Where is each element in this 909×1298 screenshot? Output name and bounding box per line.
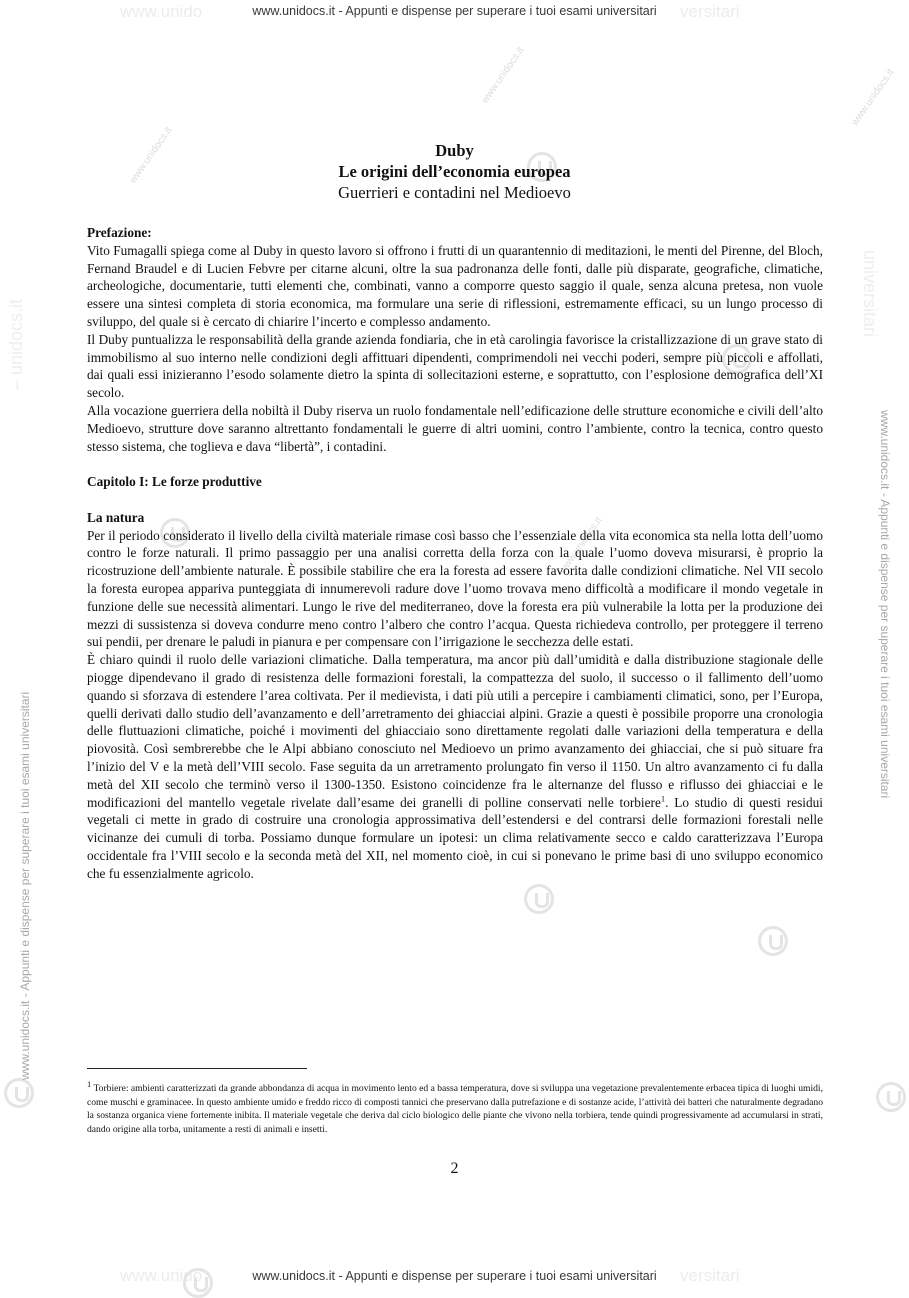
- faded-site-text: versitari: [680, 1266, 740, 1285]
- diagonal-watermark: www.unidocs.it: [127, 125, 175, 186]
- diagonal-watermark: www.unidocs.it: [557, 515, 605, 576]
- chapter-heading: Capitolo I: Le forze produttive: [87, 474, 262, 490]
- faded-site-text: www.unido: [120, 1266, 203, 1285]
- book-subtitle: Guerrieri e contadini nel Medioevo: [338, 183, 571, 202]
- footnote-number: 1: [87, 1078, 92, 1089]
- faded-site-text: www.unido: [120, 2, 203, 21]
- paragraph-text: Lo studio di questi residui vegetali ci mette in grado di costruire una cronologia approssimativa dell’estendersi e del contrarsi delle formazioni forestali nelle vicinanze dei cumuli di torba. Possiamo dunque formulare un ipotesi: un clima relativamente secco e caldo caratterizzava l’Europa occidentale fra l’VIII secolo e la seconda metà del XII, nel momento cioè, in cui si ponevano le prime basi di uno sviluppo economico che fu essenzialmente agricolo.: [87, 794, 823, 881]
- unidocs-logo-icon: [524, 884, 554, 914]
- faded-site-text: versitari: [680, 2, 740, 21]
- faded-side-text: – unidocs.it: [6, 298, 26, 390]
- unidocs-logo-icon: [876, 1082, 906, 1112]
- paragraph-text: È chiaro quindi il ruolo delle variazioni climatiche. Dalla temperatura, ma ancor più dall’umidità e dalla distribuzione stagionale delle piogge dipendevano il grado di resistenza delle formazioni forestali, la compattezza del suolo, il successo o il fallimento dell’uomo quando si sforzava di estendere l’area coltivata. Per il medievista, i dati più utili a percepire i cambiamenti climatici, sono, per l’Europa, quelli derivati dallo studio dell’avanzamento e dell’arretramento dei ghiacciai alpini. Grazie a questi è possibile proporre una cronologia delle fluttuazioni climatiche, poiché i movimenti del ghiacciaio sono direttamente regolati dalle variazioni della temperatura e della piovosità. Così sembrerebbe che le Alpi abbiano conosciuto nel Medioevo un primo avanzamento dei ghiacciai, che si può situare fra l’inizio del V e la metà dell’VIII secolo. Fase seguita da un arretramento prolungato fin verso il 1150. Un altro avanzamento ci fu dalla metà del XII secolo che terminò verso il 1300-1350. Esistono coincidenze fra le alternanze del flusso e riflusso dei ghiacciai e le modificazioni del mantello vegetale rivelate dall’esame dei granelli di polline conservati nelle torbiere: [87, 652, 823, 810]
- paragraph: È chiaro quindi il ruolo delle variazioni climatiche. Dalla temperatura, ma ancor più dall’umidità e dalla distribuzione stagionale delle piogge dipendevano il grado di resistenza delle formazioni forestali, la compattezza del suolo, il successo o il fallimento dell’uomo quando si sforzava di estendere l’area coltivata. Per il medievista, i dati più utili a percepire i cambiamenti climatici, sono, per l’Europa, quelli derivati dallo studio dell’avanzamento e dell’arretramento dei ghiacciai alpini. Grazie a questi è possibile proporre una cronologia delle fluttuazioni climatiche, poiché i movimenti del ghiacciaio sono direttamente regolati dalle variazioni della temperatura e della piovosità. Così sembrerebbe che le Alpi abbiano conosciuto nel Medioevo un primo avanzamento dei ghiacciai, che si può situare fra l’inizio del V e la metà dell’VIII secolo. Fase seguita da un arretramento prolungato fin verso il 1150. Un altro avanzamento ci fu dalla metà del XII secolo che terminò verso il 1300-1350. Esistono coincidenze fra le alternanze del flusso e riflusso dei ghiacciai e le modificazioni del mantello vegetale rivelate dall’esame dei granelli di polline conservati nelle torbiere$^1$. Lo studio di questi residui vegetali ci mette in grado di costruire una cronologia approssimativa dell’estendersi e del contrarsi delle formazioni forestali nelle vicinanze dei cumuli di torba. Possiamo dunque formulare un ipotesi: un clima relativamente secco e caldo caratterizzava l’Europa occidentale fra l’VIII secolo e la seconda metà del XII, nel momento cioè, in cui si ponevano le prime basi di uno sviluppo economico che fu essenzialmente agricolo.: [87, 652, 823, 881]
- diagonal-watermark: www.unidocs.it: [479, 45, 527, 106]
- left-side-watermark: www.unidocs.it - Appunti e dispense per superare i tuoi esami universitari: [18, 691, 32, 1080]
- paragraph: Il Duby puntualizza le responsabilità della grande azienda fondiaria, che in età carolingia favorisce la cristallizzazione di un grave stato di immobilismo al suo interno nelle condizioni degli affittuari dipendenti, comprimendoli nei vecchi poderi, sempre più piccoli e affollati, dai quali essi inizieranno l’esodo solamente dietro la spinta di sollecitazioni esterne, e soprattutto, con l’esplosione demografica dell’XI secolo.: [87, 331, 823, 401]
- paragraph: Vito Fumagalli spiega come al Duby in questo lavoro si offrono i frutti di un quarantennio di meditazioni, le menti del Pirenne, del Bloch, Fernand Braudel e di Lucien Febvre per citarne alcuni, oltre la sua padronanza delle fonti, dalle più disparate, geografiche, climatiche, archeologiche, documentarie, tutti elementi che, combinati, vanno a comporre questo saggio il quale, senza alcuna pretesa, non vuole essere una sintesi completa di storia economica, ma formulare una serie di riflessioni, estremamente efficaci, su un lungo processo di sviluppo, del quale si è cercato di chiarire l’incerto e complesso andamento.: [87, 242, 823, 329]
- unidocs-logo-icon: [4, 1078, 34, 1108]
- page-number: 2: [450, 1160, 459, 1177]
- faded-side-text: universitari: [860, 250, 880, 338]
- top-watermark-banner: www.unidocs.it - Appunti e dispense per superare i tuoi esami universitari: [252, 4, 657, 18]
- author-title: Duby: [435, 141, 474, 160]
- unidocs-logo-icon: [758, 926, 788, 956]
- footnote-reference[interactable]: 1: [660, 793, 666, 804]
- book-title: Le origini dell’economia europea: [338, 162, 571, 181]
- paragraph: Per il periodo considerato il livello della civiltà materiale rimase così basso che l’essenziale della vita economica sta nella lotta dell’uomo contro le forze naturali. Il primo passaggio per una analisi corretta della forza con la quale l’uomo doveva misurarsi, è proprio la ricostruzione dell’ambiente naturale. È possibile stabilire che era la foresta ad essere favorita dalle condizioni climatiche. Nel VII secolo la foresta europea appariva punteggiata di innumerevoli radure dove l’uomo trovava meno difficoltà a modificare il mondo vegetale in funzione delle sue necessità alimentari. Lungo le rive del mediterraneo, dove la foresta era più vulnerabile la lotta per la produzione dei mezzi di sussistenza si doveva condurre meno contro l’albero che contro l’acqua. Questa richiedeva controllo, per proteggere il terreno sui pendii, per drenare le paludi in pianura e per compensare con l’irrigazione le secchezza delle estati.: [87, 527, 823, 650]
- prefazione-heading: Prefazione:: [87, 225, 152, 240]
- paragraph: Alla vocazione guerriera della nobiltà il Duby riserva un ruolo fondamentale nell’edificazione delle strutture economiche e civili dell’alto Medioevo, strutture dove saranno altrettanto fondamentali le guerre di altri uomini, contro l’ambiente, contro la tecnica, contro questo stesso sistema, che toglieva e dava “libertà”, i contadini.: [87, 402, 823, 454]
- diagonal-watermark: www.unidocs.it: [849, 67, 897, 128]
- footnote-separator: [87, 1068, 307, 1069]
- section-heading: La natura: [87, 509, 145, 525]
- document-body: [87, 224, 823, 882]
- footnote: [87, 1078, 823, 1136]
- right-side-watermark: www.unidocs.it - Appunti e dispense per superare i tuoi esami universitari: [878, 410, 892, 799]
- footnote-text: Torbiere: ambienti caratterizzati da grande abbondanza di acqua in movimento lento ed a bassa temperatura, dove si sviluppa una vegetazione prevalentemente erbacea tipica di luoghi umidi, come muschi e graminacee. In questo ambiente umido e freddo ricco di composti tannici che preservano dalla putrefazione e di sostanze acide, l’attività dei batteri che naturalmente degradano la sostanza organica viene fortemente inibita. Il materiale vegetale che deriva dal ciclo biologico delle piante che vivono nella torbiera, tende quindi progressivamente ad accumularsi in strati, dando origine alla torba, unitamente a resti di animali e insetti.: [87, 1083, 823, 1135]
- bottom-watermark-banner: www.unidocs.it - Appunti e dispense per superare i tuoi esami universitari: [252, 1269, 657, 1283]
- document-title-block: [0, 140, 909, 203]
